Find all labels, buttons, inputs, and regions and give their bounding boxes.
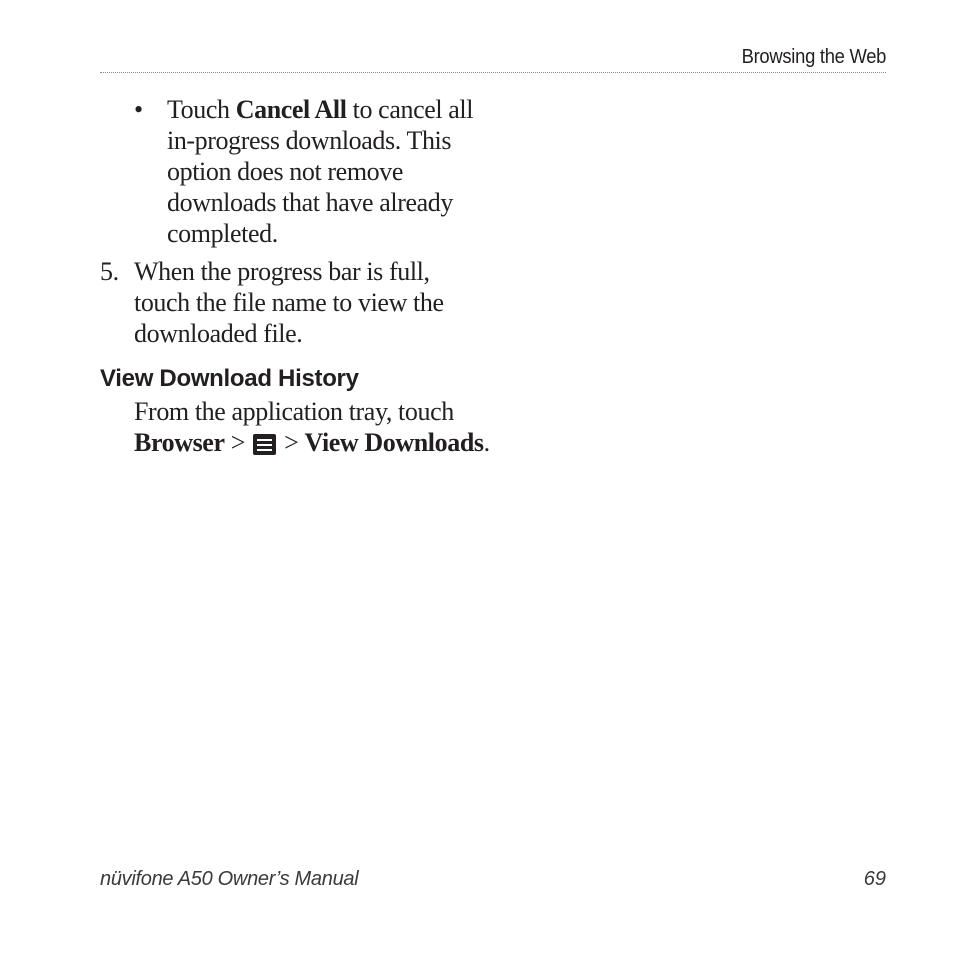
cancel-all-label: Cancel All — [235, 95, 347, 124]
view-downloads-label: View Downloads — [304, 428, 484, 457]
menu-icon — [253, 434, 276, 455]
bullet-text-before: Touch — [167, 95, 236, 124]
bullet-text — [167, 94, 487, 249]
step-text: When the progress bar is full, touch the file name to view the downloaded file. — [134, 257, 444, 348]
running-header: Browsing the Web — [741, 46, 886, 68]
header-divider — [100, 72, 886, 73]
separator-2: > — [278, 428, 305, 457]
bullet-mark: • — [134, 95, 143, 124]
instruction-text-after: . — [483, 428, 490, 457]
browser-label: Browser — [134, 428, 225, 457]
instruction-text — [134, 396, 534, 458]
footer-page-number: 69 — [863, 868, 886, 890]
bullet-text-after: to cancel all in-progress downloads. This option does not remove downloads that have already completed. — [167, 95, 474, 248]
instruction-text-before: From the application tray, touch — [134, 397, 454, 426]
step-number: 5. — [100, 257, 119, 286]
separator-1: > — [224, 428, 252, 457]
section-heading: View Download History — [100, 365, 359, 392]
footer-manual-title: nüvifone A50 Owner’s Manual — [100, 868, 359, 890]
